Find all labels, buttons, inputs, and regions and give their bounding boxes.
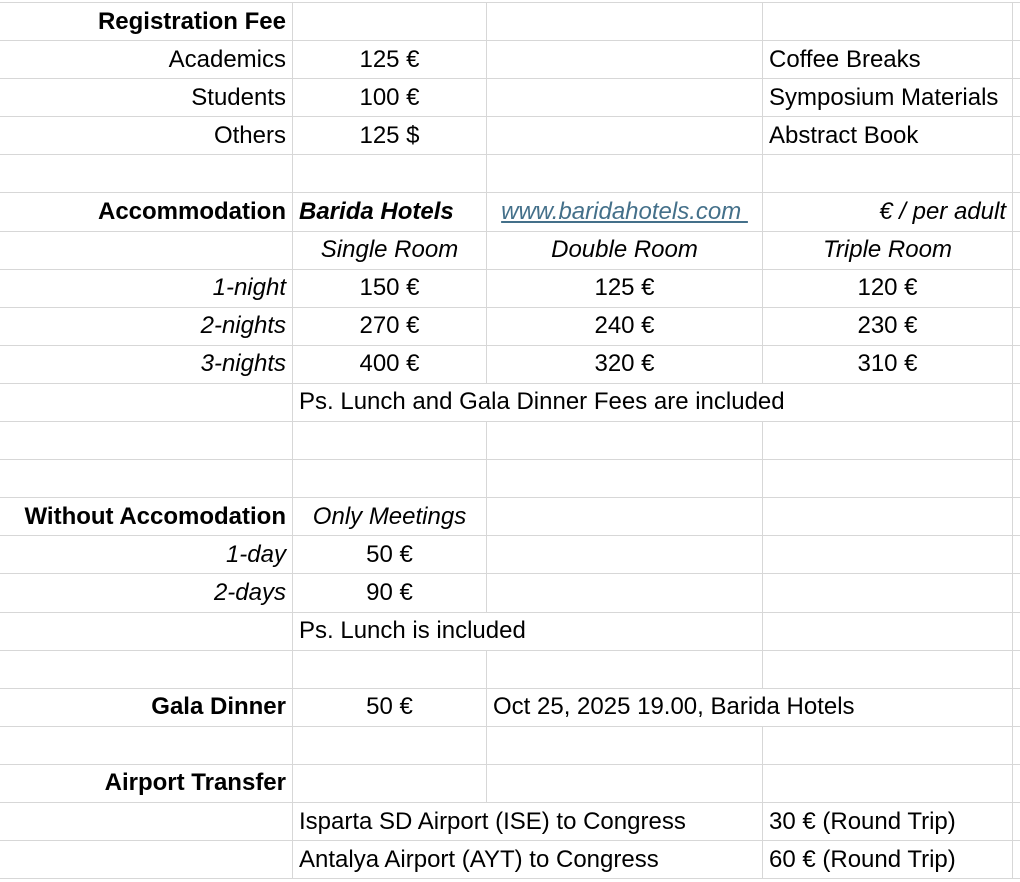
empty-cell[interactable]: [0, 727, 293, 764]
empty-cell[interactable]: [487, 3, 763, 40]
accommodation-note[interactable]: Ps. Lunch and Gala Dinner Fees are included: [293, 384, 1013, 421]
empty-cell[interactable]: [487, 498, 763, 535]
empty-cell[interactable]: [0, 384, 293, 421]
transfer-route[interactable]: Isparta SD Airport (ISE) to Congress: [293, 803, 763, 840]
empty-cell[interactable]: [0, 422, 293, 459]
empty-cell[interactable]: [487, 117, 763, 154]
room-type-header[interactable]: Single Room: [293, 232, 487, 269]
registration-fee-title[interactable]: Registration Fee: [0, 3, 293, 40]
empty-cell[interactable]: [487, 460, 763, 497]
empty-cell[interactable]: [1013, 155, 1020, 192]
gala-dinner-details[interactable]: Oct 25, 2025 19.00, Barida Hotels: [487, 689, 1013, 726]
triple-room-price[interactable]: 120 €: [763, 270, 1013, 307]
empty-cell[interactable]: [763, 727, 1013, 764]
empty-cell[interactable]: [763, 498, 1013, 535]
airport-transfer-title[interactable]: Airport Transfer: [0, 765, 293, 802]
empty-cell[interactable]: [1013, 308, 1020, 345]
empty-cell[interactable]: [1013, 765, 1020, 802]
empty-cell[interactable]: [1013, 193, 1020, 230]
empty-cell[interactable]: [1013, 117, 1020, 154]
category-label[interactable]: Academics: [0, 41, 293, 78]
table-row: [0, 651, 1020, 689]
empty-cell[interactable]: [1013, 613, 1020, 650]
table-row: [0, 841, 1020, 879]
empty-cell[interactable]: [293, 651, 487, 688]
benefit-label[interactable]: Abstract Book: [763, 117, 1013, 154]
empty-cell[interactable]: [1013, 422, 1020, 459]
table-row: [0, 613, 1020, 651]
transfer-route[interactable]: Antalya Airport (AYT) to Congress: [293, 841, 763, 878]
empty-cell[interactable]: [293, 3, 487, 40]
table-row: [0, 270, 1020, 308]
empty-cell[interactable]: [763, 651, 1013, 688]
empty-cell[interactable]: [763, 3, 1013, 40]
table-row: [0, 308, 1020, 346]
empty-cell[interactable]: [0, 803, 293, 840]
empty-cell[interactable]: [293, 460, 487, 497]
empty-cell[interactable]: [763, 765, 1013, 802]
nights-label[interactable]: 2-nights: [0, 308, 293, 345]
spreadsheet: [0, 2, 1020, 879]
empty-cell[interactable]: [487, 41, 763, 78]
nights-label[interactable]: 1-night: [0, 270, 293, 307]
without-accommodation-title[interactable]: Without Accomodation: [0, 498, 293, 535]
fee-value[interactable]: 100 €: [293, 79, 487, 116]
empty-cell[interactable]: [1013, 574, 1020, 611]
empty-cell[interactable]: [487, 536, 763, 573]
table-row: [0, 384, 1020, 422]
room-type-header[interactable]: Triple Room: [763, 232, 1013, 269]
empty-cell[interactable]: [487, 727, 763, 764]
table-row: [0, 41, 1020, 79]
empty-cell[interactable]: [763, 460, 1013, 497]
empty-cell[interactable]: [487, 79, 763, 116]
fee-value[interactable]: 125 $: [293, 117, 487, 154]
accommodation-title[interactable]: Accommodation: [0, 193, 293, 230]
empty-cell[interactable]: [1013, 460, 1020, 497]
empty-cell[interactable]: [763, 422, 1013, 459]
empty-cell[interactable]: [293, 155, 487, 192]
days-label[interactable]: 1-day: [0, 536, 293, 573]
empty-cell[interactable]: [0, 232, 293, 269]
empty-cell[interactable]: [487, 155, 763, 192]
empty-cell[interactable]: [487, 574, 763, 611]
empty-cell[interactable]: [293, 765, 487, 802]
empty-cell[interactable]: [1013, 536, 1020, 573]
table-row: [0, 193, 1020, 231]
table-row: [0, 117, 1020, 155]
price-unit-label[interactable]: € / per adult: [763, 193, 1013, 230]
day-fee-value[interactable]: 90 €: [293, 574, 487, 611]
empty-cell[interactable]: [763, 613, 1013, 650]
table-row: [0, 536, 1020, 574]
empty-cell[interactable]: [1013, 689, 1020, 726]
website-cell[interactable]: [487, 193, 763, 230]
gala-dinner-title[interactable]: Gala Dinner: [0, 689, 293, 726]
triple-room-price[interactable]: 310 €: [763, 346, 1013, 383]
fee-value[interactable]: 125 €: [293, 41, 487, 78]
hotel-name[interactable]: Barida Hotels: [293, 193, 487, 230]
empty-cell[interactable]: [0, 651, 293, 688]
double-room-price[interactable]: 320 €: [487, 346, 763, 383]
transfer-fee[interactable]: 30 € (Round Trip): [763, 803, 1013, 840]
lunch-note[interactable]: Ps. Lunch is included: [293, 613, 763, 650]
empty-cell[interactable]: [1013, 79, 1020, 116]
empty-cell[interactable]: [763, 536, 1013, 573]
category-label[interactable]: Others: [0, 117, 293, 154]
empty-cell[interactable]: [293, 727, 487, 764]
gala-dinner-fee[interactable]: 50 €: [293, 689, 487, 726]
only-meetings-label[interactable]: Only Meetings: [293, 498, 487, 535]
table-row: [0, 422, 1020, 460]
empty-cell[interactable]: [293, 422, 487, 459]
empty-cell[interactable]: [1013, 498, 1020, 535]
table-row: [0, 803, 1020, 841]
table-row: [0, 689, 1020, 727]
empty-cell[interactable]: [0, 841, 293, 878]
table-row: [0, 574, 1020, 612]
nights-label[interactable]: 3-nights: [0, 346, 293, 383]
empty-cell[interactable]: [1013, 651, 1020, 688]
table-row: [0, 498, 1020, 536]
empty-cell[interactable]: [1013, 384, 1020, 421]
empty-cell[interactable]: [1013, 841, 1020, 878]
empty-cell[interactable]: [487, 422, 763, 459]
benefit-label[interactable]: Symposium Materials: [763, 79, 1013, 116]
empty-cell[interactable]: [1013, 232, 1020, 269]
empty-cell[interactable]: [487, 651, 763, 688]
double-room-price[interactable]: 125 €: [487, 270, 763, 307]
empty-cell[interactable]: [0, 460, 293, 497]
days-label[interactable]: 2-days: [0, 574, 293, 611]
single-room-price[interactable]: 400 €: [293, 346, 487, 383]
empty-cell[interactable]: [1013, 41, 1020, 78]
category-label[interactable]: Students: [0, 79, 293, 116]
empty-cell[interactable]: [1013, 727, 1020, 764]
empty-cell[interactable]: [763, 574, 1013, 611]
empty-cell[interactable]: [487, 765, 763, 802]
table-row: [0, 3, 1020, 41]
empty-cell[interactable]: [1013, 803, 1020, 840]
table-row: [0, 727, 1020, 765]
empty-cell[interactable]: [763, 155, 1013, 192]
empty-cell[interactable]: [1013, 346, 1020, 383]
room-type-header[interactable]: Double Room: [487, 232, 763, 269]
single-room-price[interactable]: 150 €: [293, 270, 487, 307]
table-row: [0, 79, 1020, 117]
empty-cell[interactable]: [1013, 270, 1020, 307]
triple-room-price[interactable]: 230 €: [763, 308, 1013, 345]
day-fee-value[interactable]: 50 €: [293, 536, 487, 573]
single-room-price[interactable]: 270 €: [293, 308, 487, 345]
double-room-price[interactable]: 240 €: [487, 308, 763, 345]
table-row: [0, 346, 1020, 384]
transfer-fee[interactable]: 60 € (Round Trip): [763, 841, 1013, 878]
table-row: [0, 765, 1020, 803]
empty-cell[interactable]: [0, 155, 293, 192]
table-row: [0, 460, 1020, 498]
empty-cell[interactable]: [0, 613, 293, 650]
benefit-label[interactable]: Coffee Breaks: [763, 41, 1013, 78]
website-link[interactable]: www.baridahotels.com: [501, 198, 748, 226]
table-row: [0, 232, 1020, 270]
empty-cell[interactable]: [1013, 3, 1020, 40]
table-row: [0, 155, 1020, 193]
